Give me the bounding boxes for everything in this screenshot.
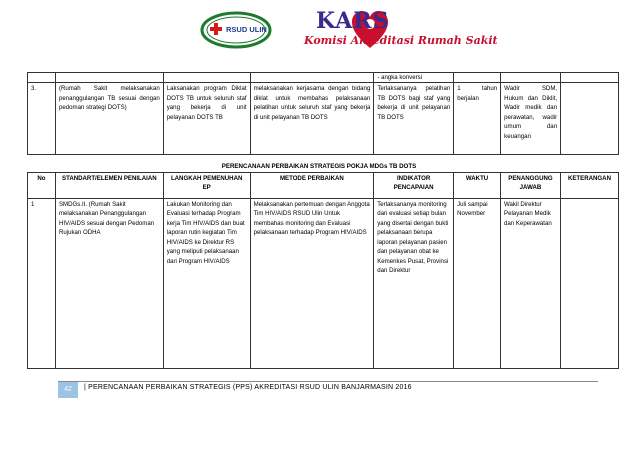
steps-cell: Lakukan Monitoring dan Evaluasi terhadap Program kerja Tim HIV/AIDS dan buat laporan rutin kegiatan Tim HIV/AIDS ke Direktur RS yang meliputi pelaksanaan dari Program HIV/AIDS bbox=[163, 199, 250, 369]
remarks-cell bbox=[561, 83, 619, 155]
row-number: 1 bbox=[28, 199, 56, 369]
page-header bbox=[200, 6, 498, 56]
footer-divider bbox=[58, 381, 598, 382]
col-header-method: METODE PERBAIKAN bbox=[250, 173, 374, 199]
standard-cell: SMDGs.II. (Rumah Sakit melaksanakan Penanggulangan HIV/AIDS sesuai dengan Pedoman Rujukan ODHA bbox=[55, 199, 163, 369]
remarks-cell bbox=[560, 199, 618, 369]
col-header-pic: PENANGGUNG JAWAB bbox=[501, 173, 561, 199]
rsud-ulin-logo bbox=[200, 10, 272, 50]
page-number: 42 bbox=[58, 382, 78, 398]
method-cell: Melaksanakan pertemuan dengan Anggota Tim HIV/AIDS RSUD Ulin Untuk membahas monitoring dan Evaluasi pelaksanaan terhadap Program HIV/AIDS bbox=[250, 199, 374, 369]
table-header-row bbox=[28, 173, 619, 199]
col-header-time: WAKTU bbox=[454, 173, 501, 199]
table-row bbox=[28, 199, 619, 369]
time-cell: Juli sampai November bbox=[454, 199, 501, 369]
col-header-no: No bbox=[28, 173, 56, 199]
section-title: PERENCANAAN PERBAIKAN STRATEGIS POKJA MDGs TB DOTS bbox=[221, 163, 417, 170]
col-header-indicator: INDIKATOR PENCAPAIAN bbox=[374, 173, 454, 199]
continued-table bbox=[27, 72, 619, 155]
method-cell: melaksanakan kerjasama dengan bidang diklat untuk membahas pelaksanaan pelatihan untuk seluruh staf yang bekerja di unit pelayanan TB DOTS bbox=[250, 83, 374, 155]
col-header-remarks: KETERANGAN bbox=[560, 173, 618, 199]
pic-cell: Wadir SDM, Hukum dan Diklit, Wadir medik dan perawatan, wadir umum dan keuangan bbox=[501, 83, 561, 155]
time-cell: 1 tahun berjalan bbox=[454, 83, 501, 155]
kars-subtitle: Komisi Akreditasi Rumah Sakit bbox=[304, 34, 498, 47]
indicator-cell: Terlaksananya pelatihan TB DOTS bagi staf yang bekerja di unit pelayanan TB DOTS bbox=[374, 83, 454, 155]
table-row bbox=[28, 83, 619, 155]
steps-cell: Laksanakan program Diklat DOTS TB untuk seluruh staf yang bekerja di unit pelayanan DOTS TB bbox=[163, 83, 250, 155]
pic-cell: Wakil Direktur Pelayanan Medik dan Keperawatan bbox=[501, 199, 561, 369]
footer-text: | PERENCANAAN PERBAIKAN STRATEGIS (PPS) AKREDITASI RSUD ULIN BANJARMASIN 2016 bbox=[84, 384, 412, 391]
col-header-standard: STANDART/ELEMEN PENILAIAN bbox=[55, 173, 163, 199]
kars-title: KARS bbox=[316, 8, 390, 34]
col-header-steps: LANGKAH PEMENUHAN EP bbox=[163, 173, 250, 199]
conversion-note: - angka konversi bbox=[374, 73, 454, 83]
indicator-cell: Terlaksananya monitoring dan evaluasi setiap bulan yang disertai dengan bukti pelaksanaan berupa laporan pelayanan pasien dan pelayanan obat ke Kemenkes Pusat, Provinsi dan Direktur bbox=[374, 199, 454, 369]
table-row bbox=[28, 73, 619, 83]
standard-cell: (Rumah Sakit melaksanakan penanggulangan TB sesuai dengan pedoman strategi DOTS) bbox=[55, 83, 163, 155]
svg-text:RSUD ULIN: RSUD ULIN bbox=[226, 25, 267, 34]
row-number: 3. bbox=[28, 83, 56, 155]
mdgs-plan-table bbox=[27, 172, 619, 369]
